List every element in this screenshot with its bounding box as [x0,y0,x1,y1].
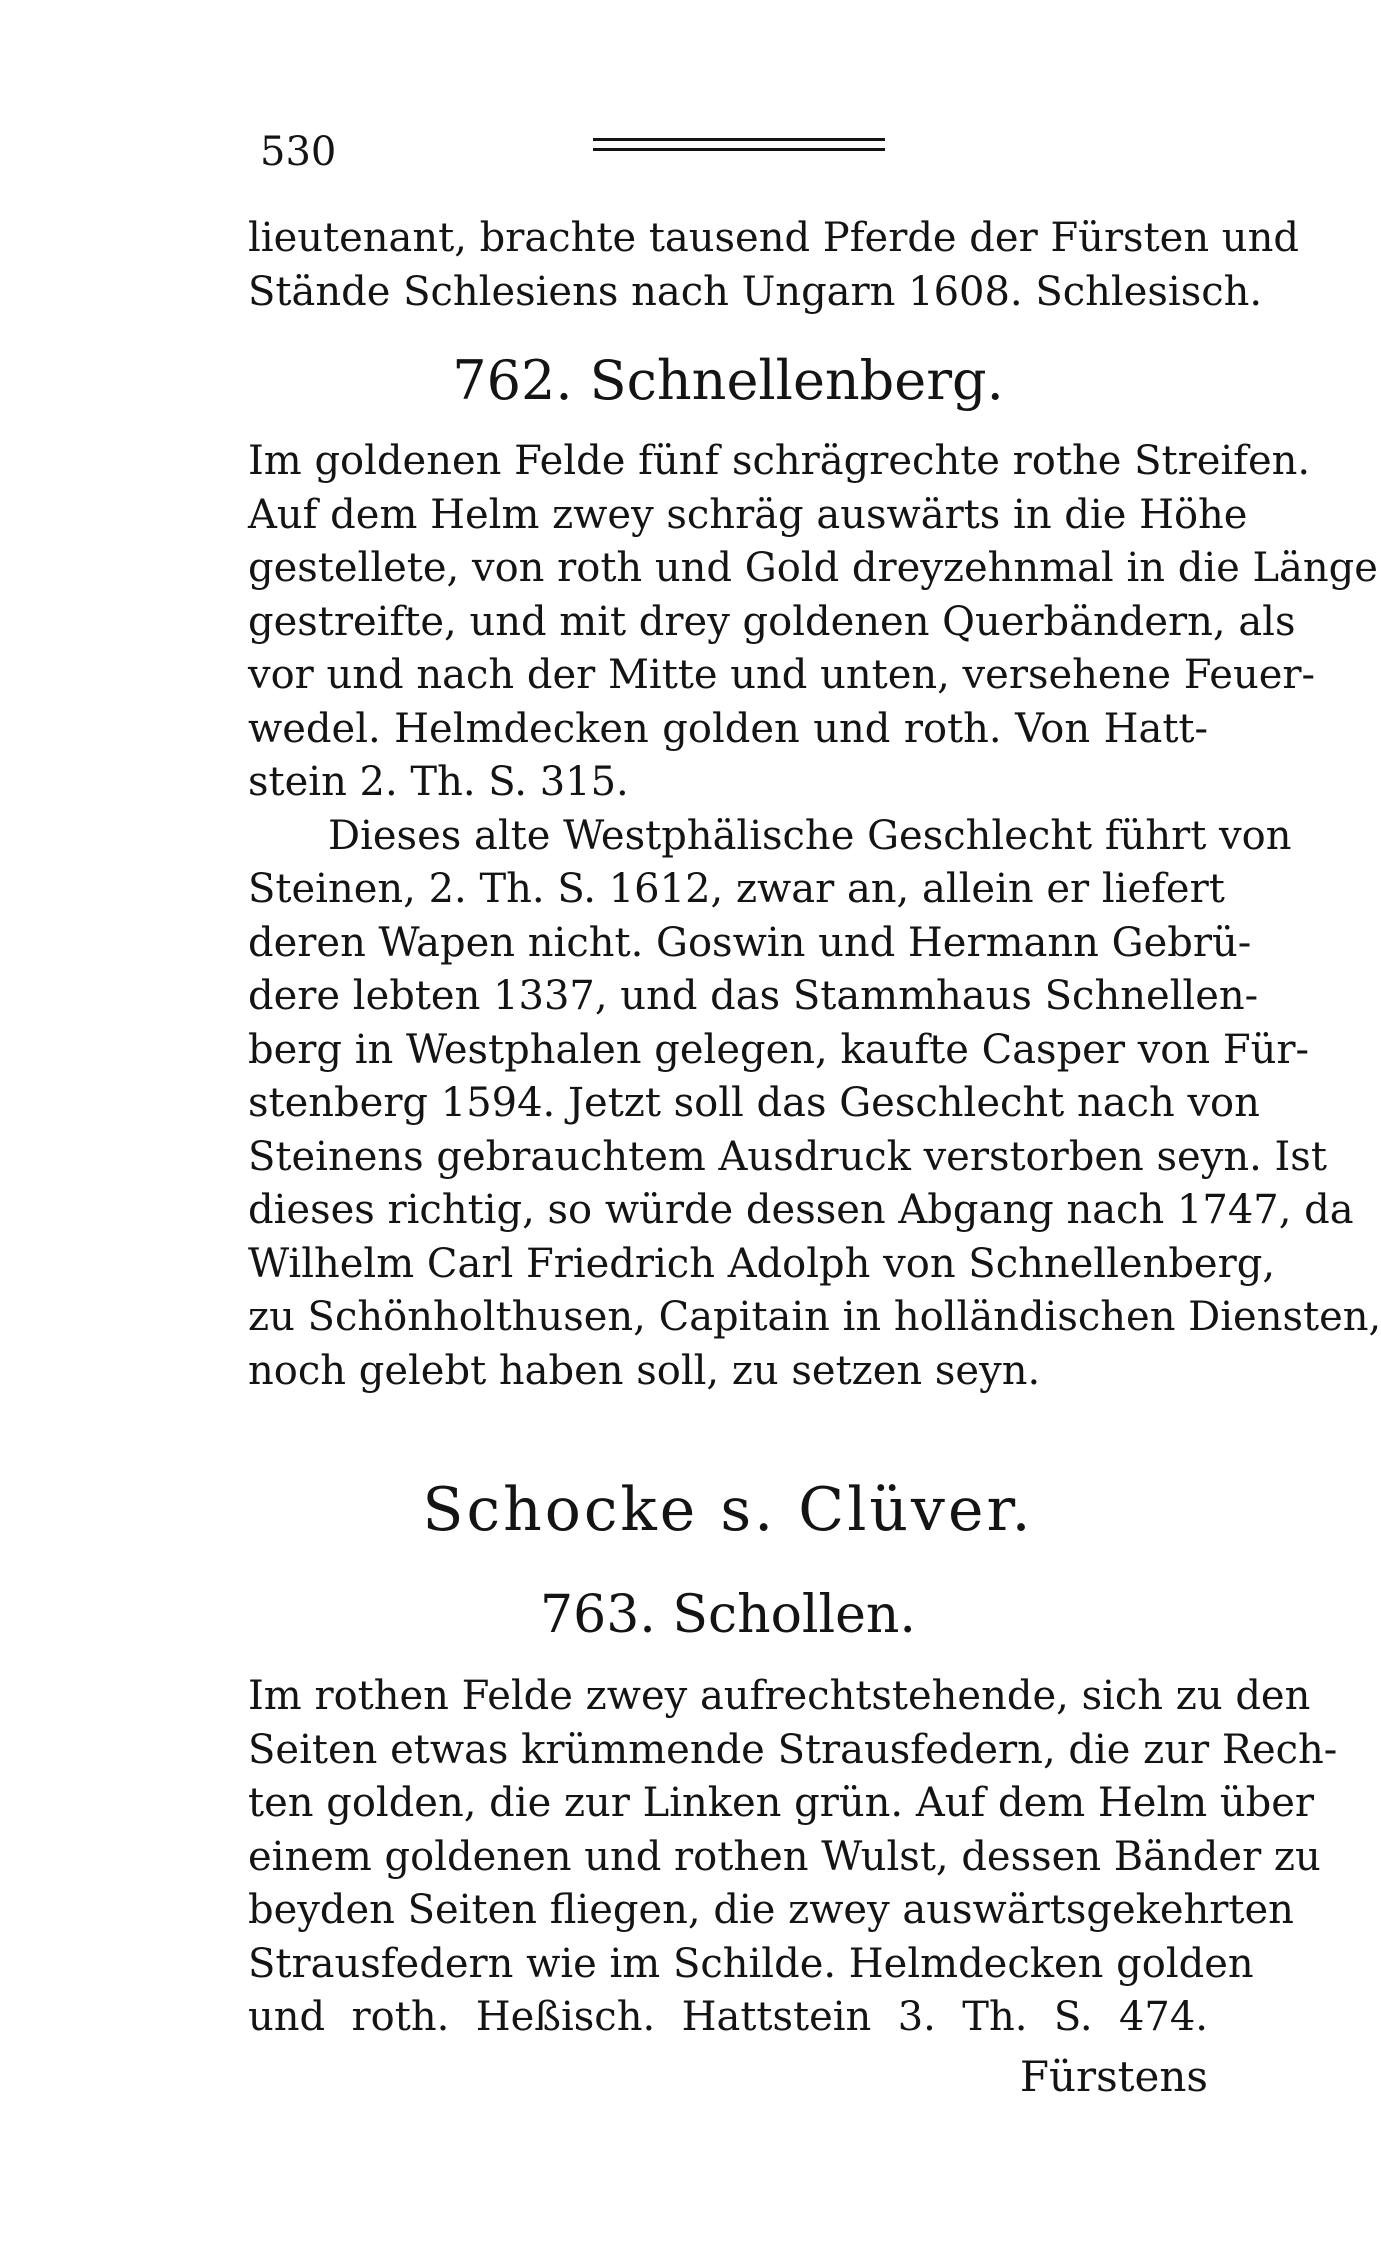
text-line: gestreifte, und mit drey goldenen Querbändern, als [248,598,1296,645]
text-line: deren Wapen nicht. Goswin und Hermann Gebrü- [248,919,1252,966]
text-line: Steinen, 2. Th. S. 1612, zwar an, allein er liefert [248,866,1225,912]
text-line: gestellete, von roth und Gold dreyzehnmal in die Länge [248,545,1378,591]
text-line: berg in Westphalen gelegen, kaufte Casper von Für- [248,1026,1309,1073]
text-line: dieses richtig, so würde dessen Abgang nach 1747, da [248,1187,1354,1233]
text-line: noch gelebt haben soll, zu setzen seyn. [248,1347,1041,1394]
text-line: Wilhelm Carl Friedrich Adolph von Schnellenberg, [248,1240,1276,1287]
cross-reference-heading: Schocke s. Clüver. [422,1475,1034,1545]
text-line: Strausfedern wie im Schilde. Helmdecken golden [248,1940,1254,1987]
text-line: einem goldenen und rothen Wulst, dessen Bänder zu [248,1833,1321,1880]
page-header [248,128,1208,212]
text-line: vor und nach der Mitte und unten, versehene Feuer- [248,652,1316,698]
rule-line [593,138,885,141]
text-line: wedel. Helmdecken golden und roth. Von Hatt- [248,705,1208,752]
catchword: Fürstens [1019,2051,1208,2101]
page-number: 530 [260,129,337,175]
entry-heading-762: 762. Schnellenberg. [452,349,1004,412]
text-line: beyden Seiten fliegen, die zwey auswärtsgekehrten [248,1887,1294,1933]
text-line: Im rothen Felde zwey aufrechtstehende, sich zu den [248,1673,1311,1719]
text-line: Stände Schlesiens nach Ungarn 1608. Schlesisch. [248,268,1263,315]
text-line: Seiten etwas krümmende Strausfedern, die zur Rech- [248,1726,1338,1773]
entry-762-paragraph-2 [248,810,1381,1399]
text-line: lieutenant, brachte tausend Pferde der Fürsten und [248,215,1299,261]
entry-763-paragraph [248,1670,1338,2045]
text-line: dere lebten 1337, und das Stammhaus Schnellen- [248,973,1259,1019]
continuation-paragraph [248,212,1299,319]
header-ornament-rule [593,138,885,158]
text-line: ten golden, die zur Linken grün. Auf dem Helm über [248,1780,1315,1826]
book-page [248,128,1381,2107]
text-line: und roth. Heßisch. Hattstein 3. Th. S. 474. [248,1994,1208,2040]
text-line: stein 2. Th. S. 315. [248,759,629,805]
text-line: Auf dem Helm zwey schräg auswärts in die Höhe [248,491,1248,538]
rule-line [593,148,885,151]
entry-heading-763: 763. Schollen. [540,1585,916,1645]
text-line: Steinens gebrauchtem Ausdruck verstorben seyn. Ist [248,1133,1327,1180]
text-line: zu Schönholthusen, Capitain in holländischen Diensten, [248,1294,1381,1340]
entry-762-paragraph-1 [248,435,1378,810]
text-line: Im goldenen Felde fünf schrägrechte rothe Streifen. [248,438,1311,484]
text-line: Dieses alte Westphälische Geschlecht führt von [328,812,1292,859]
text-line: stenberg 1594. Jetzt soll das Geschlecht nach von [248,1080,1260,1126]
